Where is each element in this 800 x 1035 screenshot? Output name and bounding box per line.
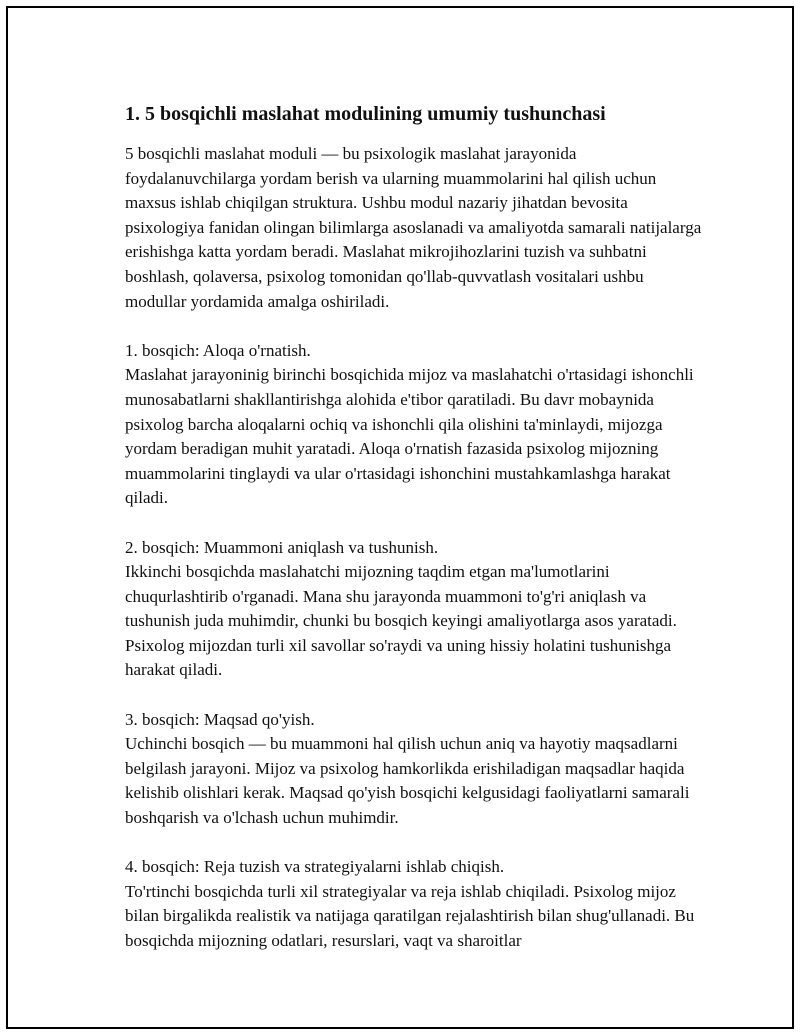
section-2-body: Ikkinchi bosqichda maslahatchi mijozning taqdim etgan ma'lumotlarini chuqurlashtirib o'rganadi. Mana shu jarayonda muammoni to'g'ri aniqlash va tushunish juda muhimdir, chunki bu bosqich keyingi amaliyotlarga asos yaratadi. Psixolog mijozdan turli xil savollar so'raydi va uning hissiy holatini tushunishga harakat qiladi. [125,562,677,680]
section-2-heading: 2. bosqich: Muammoni aniqlash va tushunish. [125,537,439,557]
page-frame [6,6,794,1029]
paragraph-gap [125,683,705,708]
section-3-body: Uchinchi bosqich — bu muammoni hal qilish uchun aniq va hayotiy maqsadlarni belgilash jarayoni. Mijoz va psixolog hamkorlikda erishiladigan maqsadlar haqida kelishib olishlari kerak. Maqsad qo'yish bosqichi kelgusidagi faoliyatlarni samarali boshqarish va o'lchash uchun muhimdir. [125,734,690,828]
document-title: 1. 5 bosqichli maslahat modulining umumiy tushunchasi [125,103,606,125]
section-3-heading: 3. bosqich: Maqsad qo'yish. [125,709,315,729]
section-1-body: Maslahat jarayoninig birinchi bosqichida mijoz va maslahatchi o'rtasidagi ishonchli munosabatlarni shakllantirishga alohida e'tibor qaratiladi. Bu davr mobaynida psixolog barcha aloqalarni ochiq va ishonchli qila olishini ta'minlaydi, mijozga yordam beradigan muhit yaratadi. Aloqa o'rnatish fazasida psixolog mijozning muammolarini tinglaydi va ular o'rtasidagi ishonchini mustahkamlashga harakat qiladi. [125,365,694,508]
intro-paragraph: 5 bosqichli maslahat moduli — bu psixologik maslahat jarayonida foydalanuvchilarga yordam berish va ularning muammolarini hal qilish uchun maxsus ishlab chiqilgan struktura. Ushbu modul nazariy jihatdan bevosita psixologiya fanidan olingan bilimlarga asoslanadi va amaliyotda samarali natijalarga erishishga katta yordam beradi. Maslahat mikrojihozlarini tuzish va suhbatni boshlash, qolaversa, psixolog tomonidan qo'llab-quvvatlash vositalari ushbu modullar yordamida amalga oshiriladi. [125,144,702,311]
paragraph-gap [125,511,705,536]
section-1-heading: 1. bosqich: Aloqa o'rnatish. [125,340,311,360]
paragraph-gap [125,314,705,339]
paragraph-gap [125,831,705,856]
section-4-body: To'rtinchi bosqichda turli xil strategiyalar va reja ishlab chiqiladi. Psixolog mijoz bilan birgalikda realistik va natijaga qaratilgan rejalashtirish bilan shug'ullanadi. Bu bosqichda mijozning odatlari, resurslari, vaqt va sharoitlar [125,881,695,950]
document-content [125,100,705,954]
section-4-heading: 4. bosqich: Reja tuzish va strategiyalarni ishlab chiqish. [125,857,505,877]
